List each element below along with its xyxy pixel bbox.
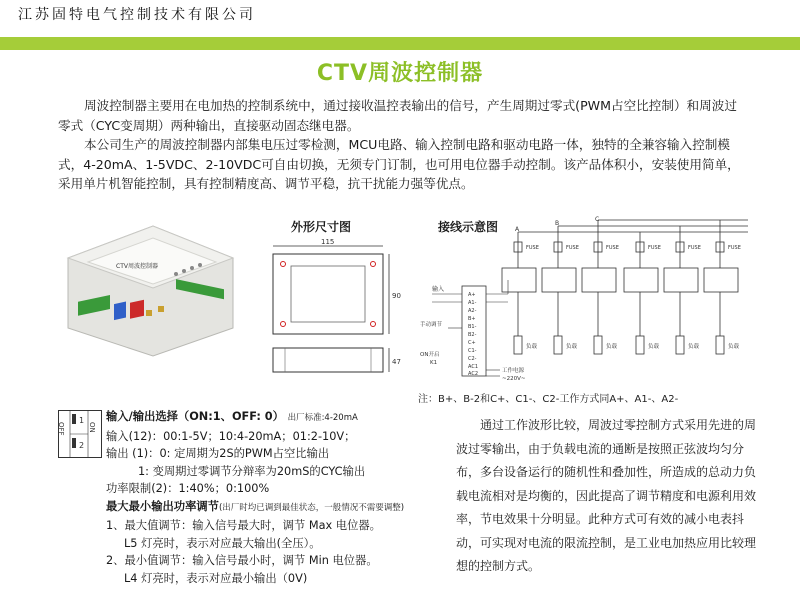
dimension-drawing <box>255 236 400 406</box>
dim-height: 90 <box>392 292 401 300</box>
terminal-b1: B1- <box>468 324 477 330</box>
device-image <box>58 218 238 358</box>
spec-max-2: L5 灯亮时，表示对应最大输出(全压）。 <box>124 536 321 550</box>
intro-text <box>58 96 748 194</box>
k1-label: K1 <box>430 360 438 366</box>
switch-2-label: 2 <box>79 441 85 450</box>
load-label-2: 负载 <box>566 344 578 350</box>
dim-depth: 47 <box>392 358 401 366</box>
voltage-label: ~220V~ <box>502 376 526 382</box>
phase-a: A <box>515 226 520 233</box>
terminal-b2: B2- <box>468 332 477 338</box>
wiring-caption: 接线示意图 <box>438 220 499 234</box>
manual-adjust-label: 手动调节 <box>420 322 443 328</box>
cyc-description <box>456 414 756 579</box>
device-label: CTV周波控制器 <box>116 263 158 270</box>
terminal-block-red <box>130 300 144 319</box>
terminal-a1: A1- <box>468 300 477 306</box>
spec-output-1: 输出 (1)：0: 定周期为2S的PWM占空比输出 <box>106 447 330 460</box>
intro-paragraph-1: 周波控制器主要用在电加热的控制系统中，通过接收温控表输出的信号，产生周期过零式(PWM占空比控制）和周波过零式（CYC变周期）两种输出，直接驱动固态继电器。 <box>58 98 737 133</box>
load-label-6: 负载 <box>728 344 740 350</box>
spec-min-1: 2、最小值调节：输入信号最小时，调节 Min 电位器。 <box>106 554 378 567</box>
terminal-block-blue <box>114 302 126 321</box>
cyc-paragraph: 通过工作波形比较，周波过零控制方式采用先进的周波过零输出，由于负载电流的通断是按照正弦波均匀分布，多台设备运行的随机性和叠加性，所造成的总动力负载电流相对是均衡的，因此提高了调节精度和电源利用效率，节电效果十分明显。此种方式可有效的减小电表抖动，可实现对电流的限流控制，是工业电加热应用比较理想的控制方式。 <box>456 418 757 573</box>
terminal-ac1: AC1 <box>468 364 479 370</box>
fuse-label-2: FUSE <box>566 245 579 251</box>
fuse-label-5: FUSE <box>688 245 701 251</box>
spec-output-2: 1: 变周期过零调节分辩率为20mS的CYC输出 <box>138 464 366 478</box>
terminal-a2: A2- <box>468 308 477 314</box>
spec-power-limit: 功率限制(2)：1:40%；0:100% <box>106 482 270 495</box>
adjust-note: (出厂时均已调到最佳状态，一般情况不需要调整) <box>218 502 405 513</box>
switch-1-label: 1 <box>79 416 85 425</box>
wiring-diagram <box>418 218 758 386</box>
phase-c: C <box>595 216 600 223</box>
spec-input: 输入(12)：00:1-5V；10:4-20mA；01:2-10V； <box>106 429 356 443</box>
page-title: CTV周波控制器 <box>316 61 484 86</box>
spec-max-1: 1、最大值调节：输入信号最大时，调节 Max 电位器。 <box>106 519 381 532</box>
dimension-caption: 外形尺寸图 <box>291 220 352 234</box>
spec-min-2: L4 灯亮时，表示对应最小输出（0V) <box>124 571 308 585</box>
io-title: 输入/输出选择（ON:1、OFF: 0） <box>106 410 284 423</box>
wiring-note: 注：B+、B-2和C+、C1-、C2-工作方式同A+、A1-、A2- <box>418 394 679 405</box>
load-label-3: 负载 <box>606 344 618 350</box>
terminal-c2: C2- <box>468 356 477 362</box>
phase-b: B <box>555 220 560 227</box>
company-name: 江苏固特电气控制技术有限公司 <box>18 7 256 23</box>
adjust-title: 最大最小输出功率调节 <box>106 499 219 513</box>
header-divider-bar <box>0 37 800 50</box>
switch-off-label: OFF <box>57 422 65 436</box>
fuse-label-3: FUSE <box>606 245 619 251</box>
dim-width: 115 <box>321 238 335 246</box>
terminal-c-plus: C+ <box>468 340 476 346</box>
intro-paragraph-2: 本公司生产的周波控制器内部集电压过零检测，MCU电路、输入控制电路和驱动电路一体，独特的全兼容输入控制模式，4-20mA、1-5VDC、2-10VDC可自由切换，无须专门订制，也可用电位器手动控制。该产品体积小，安装使用简单，采用单片机智能控制，具有控制精度高、调节平稳，抗干扰能力强等优点。 <box>58 137 740 191</box>
fuse-label-4: FUSE <box>648 245 661 251</box>
fuse-label-6: FUSE <box>728 245 741 251</box>
input-label: 输入 <box>432 286 445 293</box>
terminal-ac2: AC2 <box>468 371 479 377</box>
spec-list <box>106 408 406 587</box>
load-label-5: 负载 <box>688 344 700 350</box>
load-label-4: 负载 <box>648 344 660 350</box>
on-label: ON开启 <box>420 352 440 358</box>
dip-switch <box>58 410 102 458</box>
work-power-label: 工作电源 <box>502 368 525 374</box>
load-label-1: 负载 <box>526 344 538 350</box>
fuse-label-1: FUSE <box>526 245 539 251</box>
terminal-c1: C1- <box>468 348 477 354</box>
terminal-a-plus: A+ <box>468 292 476 298</box>
terminal-b-plus: B+ <box>468 316 476 322</box>
io-note: 出厂标准:4-20mA <box>287 413 358 423</box>
switch-on-label: ON <box>88 422 96 433</box>
